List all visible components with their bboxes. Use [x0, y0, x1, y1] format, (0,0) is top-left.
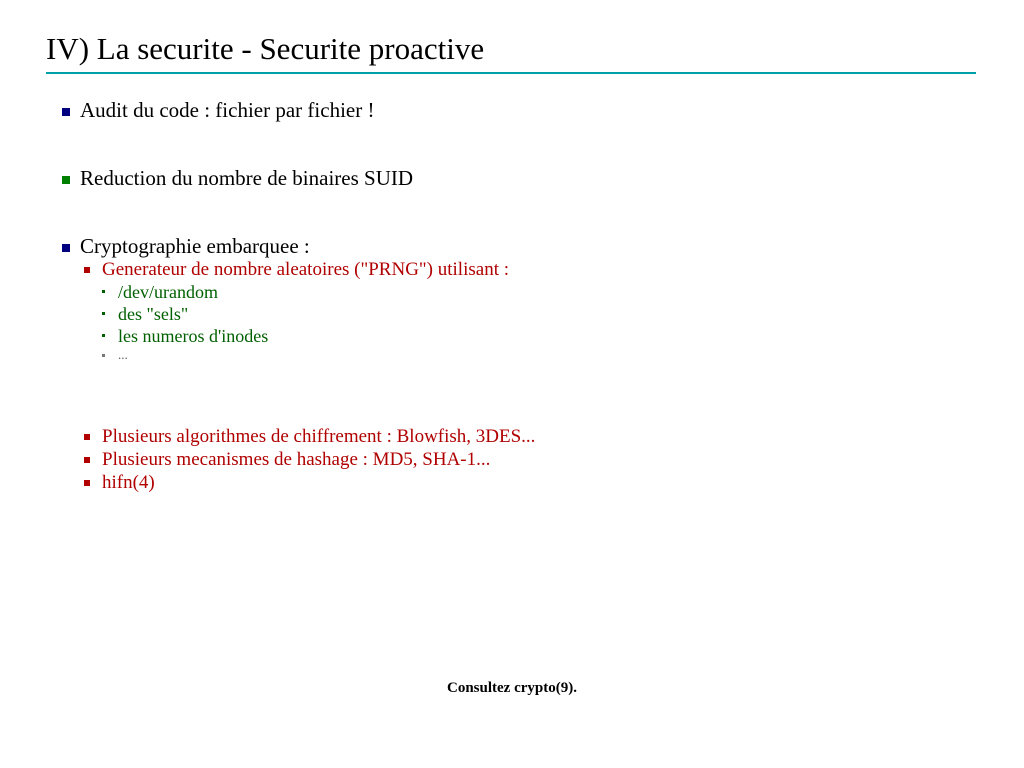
list-item-label: Generateur de nombre aleatoires ("PRNG") utilisant :	[102, 259, 509, 280]
list-item	[102, 347, 986, 369]
small-square-bullet-icon	[84, 258, 102, 281]
dot-bullet-icon	[102, 303, 118, 325]
list-item-label: des "sels"	[118, 304, 189, 324]
list-item	[102, 303, 986, 325]
list-item-label: Reduction du nombre de binaires SUID	[80, 166, 414, 190]
list-item-label: Cryptographie embarquee :	[80, 234, 310, 258]
spacer	[46, 397, 986, 425]
list-item-label: Audit du code : fichier par fichier !	[80, 98, 375, 122]
list-item	[84, 425, 986, 448]
spacer	[46, 369, 986, 397]
small-square-bullet-icon	[84, 471, 102, 494]
list-item	[62, 234, 986, 258]
list-item	[84, 258, 986, 281]
list-item	[102, 281, 986, 303]
square-bullet-icon	[62, 166, 80, 190]
small-square-bullet-icon	[84, 448, 102, 471]
square-bullet-icon	[62, 234, 80, 258]
list-item	[62, 98, 986, 122]
list-item-label: Plusieurs algorithmes de chiffrement : Blowfish, 3DES...	[102, 426, 536, 447]
spacer	[46, 190, 986, 234]
spacer	[46, 122, 986, 166]
slide-content	[46, 98, 986, 494]
list-item-label: hifn(4)	[102, 472, 155, 493]
dot-bullet-icon	[102, 347, 118, 369]
list-item	[84, 448, 986, 471]
dot-bullet-icon	[102, 281, 118, 303]
dot-bullet-icon	[102, 325, 118, 347]
square-bullet-icon	[62, 98, 80, 122]
list-item-label: ...	[118, 347, 128, 362]
list-item	[102, 325, 986, 347]
list-item-label: /dev/urandom	[118, 282, 218, 302]
small-square-bullet-icon	[84, 425, 102, 448]
list-item	[84, 471, 986, 494]
title-divider	[46, 72, 976, 74]
page-title: IV) La securite - Securite proactive	[46, 31, 485, 66]
footer-note: Consultez crypto(9).	[447, 680, 577, 696]
list-item	[62, 166, 986, 190]
list-item-label: Plusieurs mecanismes de hashage : MD5, SHA-1...	[102, 449, 491, 470]
list-item-label: les numeros d'inodes	[118, 326, 269, 346]
